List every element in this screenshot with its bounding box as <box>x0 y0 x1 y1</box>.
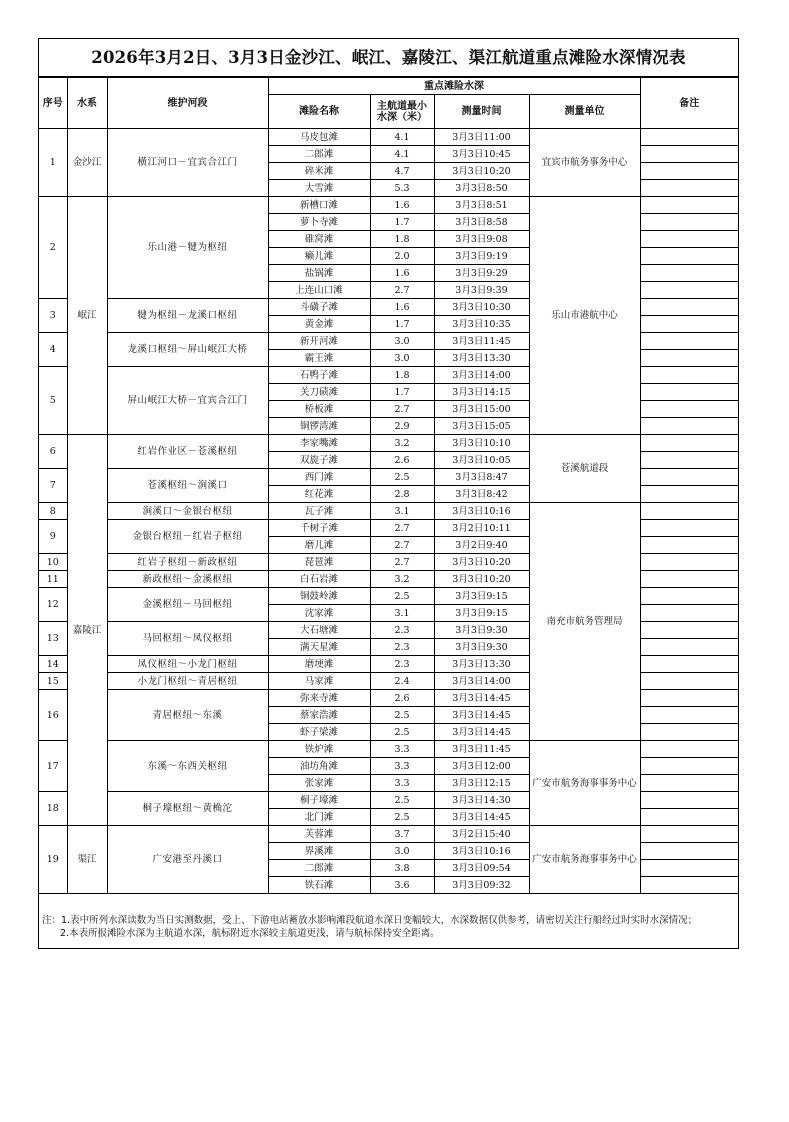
shoal-name-cell: 桐子壕滩 <box>268 792 370 809</box>
header-group: 重点滩险水深 <box>268 78 640 95</box>
remark-cell <box>640 554 738 571</box>
section-cell: 红岩作业区－苍溪枢纽 <box>107 435 268 469</box>
remark-cell <box>640 877 738 894</box>
depth-cell: 2.5 <box>370 469 434 486</box>
remark-cell <box>640 384 738 401</box>
depth-cell: 3.8 <box>370 860 434 877</box>
section-cell: 新政枢纽～金溪枢纽 <box>107 571 268 588</box>
time-cell: 3月3日9:15 <box>434 605 529 622</box>
time-cell: 3月3日11:45 <box>434 333 529 350</box>
remark-cell <box>640 588 738 605</box>
shoal-name-cell: 界溪滩 <box>268 843 370 860</box>
section-cell: 金溪枢纽－马回枢纽 <box>107 588 268 622</box>
depth-cell: 2.5 <box>370 588 434 605</box>
table-row <box>39 826 738 843</box>
shoal-name-cell: 碓窝滩 <box>268 231 370 248</box>
header-unit: 测量单位 <box>529 95 640 129</box>
table-body <box>39 129 738 894</box>
remark-cell <box>640 282 738 299</box>
depth-cell: 3.3 <box>370 775 434 792</box>
seq-cell: 7 <box>39 469 67 503</box>
time-cell: 3月3日9:30 <box>434 639 529 656</box>
shoal-name-cell: 弥来寺滩 <box>268 690 370 707</box>
depth-cell: 4.7 <box>370 163 434 180</box>
remark-cell <box>640 231 738 248</box>
shoal-name-cell: 李家嘴滩 <box>268 435 370 452</box>
table-row <box>39 741 738 758</box>
depth-cell: 2.3 <box>370 639 434 656</box>
shoal-name-cell: 铜锣湾滩 <box>268 418 370 435</box>
depth-cell: 3.0 <box>370 333 434 350</box>
section-cell: 广安港至丹溪口 <box>107 826 268 894</box>
time-cell: 3月3日12:00 <box>434 758 529 775</box>
unit-cell: 乐山市港航中心 <box>529 197 640 435</box>
seq-cell: 2 <box>39 197 67 299</box>
shoal-name-cell: 碎米滩 <box>268 163 370 180</box>
shoal-name-cell: 磨埂滩 <box>268 656 370 673</box>
depth-cell: 2.7 <box>370 537 434 554</box>
seq-cell: 12 <box>39 588 67 622</box>
shoal-name-cell: 二郎滩 <box>268 146 370 163</box>
time-cell: 3月3日10:35 <box>434 316 529 333</box>
depth-cell: 3.0 <box>370 350 434 367</box>
unit-cell: 广安市航务海事事务中心 <box>529 826 640 894</box>
time-cell: 3月3日9:08 <box>434 231 529 248</box>
table-row <box>39 129 738 146</box>
time-cell: 3月3日10:20 <box>434 554 529 571</box>
shoal-name-cell: 双旋子滩 <box>268 452 370 469</box>
depth-cell: 2.6 <box>370 452 434 469</box>
remark-cell <box>640 350 738 367</box>
remark-cell <box>640 775 738 792</box>
shoal-name-cell: 斗磺子滩 <box>268 299 370 316</box>
section-cell: 东溪～东西关枢纽 <box>107 741 268 792</box>
depth-cell: 3.7 <box>370 826 434 843</box>
seq-cell: 14 <box>39 656 67 673</box>
time-cell: 3月3日12:15 <box>434 775 529 792</box>
time-cell: 3月3日8:42 <box>434 486 529 503</box>
header-section: 维护河段 <box>107 78 268 129</box>
seq-cell: 15 <box>39 673 67 690</box>
time-cell: 3月3日11:00 <box>434 129 529 146</box>
shoal-name-cell: 沈家滩 <box>268 605 370 622</box>
remark-cell <box>640 180 738 197</box>
remark-cell <box>640 503 738 520</box>
section-cell: 乐山港－犍为枢纽 <box>107 197 268 299</box>
remark-cell <box>640 214 738 231</box>
remark-cell <box>640 809 738 826</box>
depth-cell: 1.7 <box>370 214 434 231</box>
notes <box>39 898 738 950</box>
time-cell: 3月3日15:05 <box>434 418 529 435</box>
time-cell: 3月3日9:39 <box>434 282 529 299</box>
depth-cell: 2.7 <box>370 520 434 537</box>
remark-cell <box>640 843 738 860</box>
remark-cell <box>640 656 738 673</box>
shoal-name-cell: 马家滩 <box>268 673 370 690</box>
depth-cell: 2.5 <box>370 792 434 809</box>
depth-cell: 1.6 <box>370 299 434 316</box>
time-cell: 3月3日14:00 <box>434 367 529 384</box>
remark-cell <box>640 520 738 537</box>
shoal-name-cell: 石鸭子滩 <box>268 367 370 384</box>
remark-cell <box>640 486 738 503</box>
shoal-name-cell: 关刀碛滩 <box>268 384 370 401</box>
seq-cell: 6 <box>39 435 67 469</box>
remark-cell <box>640 860 738 877</box>
water-system-cell: 嘉陵江 <box>67 435 107 826</box>
section-cell: 苍溪枢纽～涧溪口 <box>107 469 268 503</box>
time-cell: 3月3日8:51 <box>434 197 529 214</box>
section-cell: 横江河口－宜宾合江门 <box>107 129 268 197</box>
time-cell: 3月3日10:16 <box>434 503 529 520</box>
remark-cell <box>640 758 738 775</box>
seq-cell: 13 <box>39 622 67 656</box>
depth-cell: 2.7 <box>370 282 434 299</box>
shoal-name-cell: 白石岩滩 <box>268 571 370 588</box>
remark-cell <box>640 316 738 333</box>
depth-cell: 2.0 <box>370 248 434 265</box>
remark-cell <box>640 452 738 469</box>
remark-cell <box>640 741 738 758</box>
header-shoal: 滩险名称 <box>268 95 370 129</box>
shoal-name-cell: 癞儿滩 <box>268 248 370 265</box>
remark-cell <box>640 673 738 690</box>
depth-cell: 1.7 <box>370 384 434 401</box>
depth-cell: 3.6 <box>370 877 434 894</box>
shoal-name-cell: 芙蓉滩 <box>268 826 370 843</box>
depth-cell: 2.5 <box>370 724 434 741</box>
depth-cell: 1.6 <box>370 265 434 282</box>
page-title: 2026年3月2日、3月3日金沙江、岷江、嘉陵江、渠江航道重点滩险水深情况表 <box>39 39 738 77</box>
shoal-name-cell: 新槽口滩 <box>268 197 370 214</box>
section-cell: 凤仪枢纽～小龙门枢纽 <box>107 656 268 673</box>
shoal-name-cell: 霸王滩 <box>268 350 370 367</box>
depth-cell: 3.0 <box>370 843 434 860</box>
time-cell: 3月3日10:20 <box>434 571 529 588</box>
shoal-name-cell: 琵琶滩 <box>268 554 370 571</box>
remark-cell <box>640 469 738 486</box>
header-depth: 主航道最小水深（米） <box>370 95 434 129</box>
shoal-name-cell: 马皮包滩 <box>268 129 370 146</box>
depth-cell: 3.2 <box>370 571 434 588</box>
shoal-name-cell: 磨儿滩 <box>268 537 370 554</box>
section-cell: 桐子壕枢纽～黄桷沱 <box>107 792 268 826</box>
remark-cell <box>640 537 738 554</box>
seq-cell: 9 <box>39 520 67 554</box>
remark-cell <box>640 826 738 843</box>
shoal-name-cell: 北门滩 <box>268 809 370 826</box>
time-cell: 3月3日10:16 <box>434 843 529 860</box>
time-cell: 3月3日9:15 <box>434 588 529 605</box>
section-cell: 小龙门枢纽～青居枢纽 <box>107 673 268 690</box>
time-cell: 3月3日14:45 <box>434 707 529 724</box>
shoal-name-cell: 新开河滩 <box>268 333 370 350</box>
section-cell: 龙溪口枢纽～屏山岷江大桥 <box>107 333 268 367</box>
unit-cell: 南充市航务管理局 <box>529 503 640 741</box>
seq-cell: 4 <box>39 333 67 367</box>
remark-cell <box>640 299 738 316</box>
shoal-name-cell: 盐锅滩 <box>268 265 370 282</box>
water-depth-sheet <box>38 38 739 949</box>
remark-cell <box>640 622 738 639</box>
depth-cell: 2.9 <box>370 418 434 435</box>
seq-cell: 16 <box>39 690 67 741</box>
depth-table <box>39 77 738 894</box>
time-cell: 3月3日10:10 <box>434 435 529 452</box>
shoal-name-cell: 瓦子滩 <box>268 503 370 520</box>
remark-cell <box>640 129 738 146</box>
depth-cell: 3.1 <box>370 503 434 520</box>
time-cell: 3月3日09:54 <box>434 860 529 877</box>
section-cell: 犍为枢纽－龙溪口枢纽 <box>107 299 268 333</box>
remark-cell <box>640 265 738 282</box>
remark-cell <box>640 639 738 656</box>
section-cell: 马回枢纽～凤仪枢纽 <box>107 622 268 656</box>
remark-cell <box>640 163 738 180</box>
depth-cell: 3.3 <box>370 758 434 775</box>
remark-cell <box>640 418 738 435</box>
depth-cell: 1.7 <box>370 316 434 333</box>
time-cell: 3月3日14:45 <box>434 724 529 741</box>
shoal-name-cell: 黄金滩 <box>268 316 370 333</box>
section-cell: 金银台枢纽－红岩子枢纽 <box>107 520 268 554</box>
time-cell: 3月3日15:00 <box>434 401 529 418</box>
shoal-name-cell: 铁炉滩 <box>268 741 370 758</box>
seq-cell: 17 <box>39 741 67 792</box>
time-cell: 3月3日13:30 <box>434 350 529 367</box>
table-row <box>39 503 738 520</box>
shoal-name-cell: 大雪滩 <box>268 180 370 197</box>
depth-cell: 2.6 <box>370 690 434 707</box>
seq-cell: 5 <box>39 367 67 435</box>
shoal-name-cell: 铜鼓岭滩 <box>268 588 370 605</box>
unit-cell: 广安市航务海事事务中心 <box>529 741 640 826</box>
remark-cell <box>640 724 738 741</box>
section-cell: 屏山岷江大桥－宜宾合江门 <box>107 367 268 435</box>
time-cell: 3月3日14:15 <box>434 384 529 401</box>
depth-cell: 2.7 <box>370 401 434 418</box>
remark-cell <box>640 605 738 622</box>
remark-cell <box>640 401 738 418</box>
time-cell: 3月3日14:45 <box>434 690 529 707</box>
time-cell: 3月3日14:45 <box>434 809 529 826</box>
shoal-name-cell: 萝卜寺滩 <box>268 214 370 231</box>
note-2: 2.本表所报滩险水深为主航道水深，航标附近水深较主航道更浅，请与航标保持安全距离。 <box>60 928 440 939</box>
remark-cell <box>640 707 738 724</box>
seq-cell: 11 <box>39 571 67 588</box>
depth-cell: 3.1 <box>370 605 434 622</box>
depth-cell: 1.8 <box>370 231 434 248</box>
remark-cell <box>640 792 738 809</box>
water-system-cell: 岷江 <box>67 197 107 435</box>
depth-cell: 1.6 <box>370 197 434 214</box>
time-cell: 3月3日13:30 <box>434 656 529 673</box>
depth-cell: 2.3 <box>370 656 434 673</box>
shoal-name-cell: 虾子梁滩 <box>268 724 370 741</box>
depth-cell: 2.7 <box>370 554 434 571</box>
shoal-name-cell: 红花滩 <box>268 486 370 503</box>
time-cell: 3月3日11:45 <box>434 741 529 758</box>
shoal-name-cell: 张家滩 <box>268 775 370 792</box>
shoal-name-cell: 上连山口滩 <box>268 282 370 299</box>
section-cell: 红岩子枢纽－新政枢纽 <box>107 554 268 571</box>
depth-cell: 2.3 <box>370 622 434 639</box>
remark-cell <box>640 248 738 265</box>
time-cell: 3月3日8:50 <box>434 180 529 197</box>
shoal-name-cell: 蔡家浩滩 <box>268 707 370 724</box>
shoal-name-cell: 油坊角滩 <box>268 758 370 775</box>
water-system-cell: 金沙江 <box>67 129 107 197</box>
seq-cell: 3 <box>39 299 67 333</box>
header-time: 测量时间 <box>434 95 529 129</box>
note-1: 注：1.表中所列水深读数为当日实测数据，受上、下游电站蓄放水影响滩段航道水深日变幅较大，水深数据仅供参考，请密切关注行船经过时实时水深情况； <box>42 915 698 926</box>
time-cell: 3月3日8:47 <box>434 469 529 486</box>
time-cell: 3月3日14:00 <box>434 673 529 690</box>
remark-cell <box>640 333 738 350</box>
unit-cell: 宜宾市航务事务中心 <box>529 129 640 197</box>
remark-cell <box>640 197 738 214</box>
table-row <box>39 435 738 452</box>
depth-cell: 4.1 <box>370 129 434 146</box>
section-cell: 涧溪口～金银台枢纽 <box>107 503 268 520</box>
section-cell: 青居枢纽～东溪 <box>107 690 268 741</box>
remark-cell <box>640 690 738 707</box>
shoal-name-cell: 千树子滩 <box>268 520 370 537</box>
seq-cell: 19 <box>39 826 67 894</box>
shoal-name-cell: 满天星滩 <box>268 639 370 656</box>
shoal-name-cell: 西门滩 <box>268 469 370 486</box>
depth-cell: 3.2 <box>370 435 434 452</box>
depth-cell: 4.1 <box>370 146 434 163</box>
seq-cell: 1 <box>39 129 67 197</box>
depth-cell: 5.3 <box>370 180 434 197</box>
time-cell: 3月2日10:11 <box>434 520 529 537</box>
time-cell: 3月3日9:19 <box>434 248 529 265</box>
table-row <box>39 197 738 214</box>
time-cell: 3月3日9:29 <box>434 265 529 282</box>
time-cell: 3月3日09:32 <box>434 877 529 894</box>
header-seq: 序号 <box>39 78 67 129</box>
shoal-name-cell: 大石塘滩 <box>268 622 370 639</box>
remark-cell <box>640 435 738 452</box>
depth-cell: 3.3 <box>370 741 434 758</box>
time-cell: 3月2日9:40 <box>434 537 529 554</box>
depth-cell: 2.5 <box>370 809 434 826</box>
seq-cell: 18 <box>39 792 67 826</box>
header-remark: 备注 <box>640 78 738 129</box>
remark-cell <box>640 571 738 588</box>
depth-cell: 2.5 <box>370 707 434 724</box>
depth-cell: 1.8 <box>370 367 434 384</box>
time-cell: 3月3日10:30 <box>434 299 529 316</box>
depth-cell: 2.4 <box>370 673 434 690</box>
time-cell: 3月3日10:05 <box>434 452 529 469</box>
depth-cell: 2.8 <box>370 486 434 503</box>
header-water-system: 水系 <box>67 78 107 129</box>
time-cell: 3月3日9:30 <box>434 622 529 639</box>
shoal-name-cell: 二郎滩 <box>268 860 370 877</box>
time-cell: 3月3日8:58 <box>434 214 529 231</box>
unit-cell: 苍溪航道段 <box>529 435 640 503</box>
time-cell: 3月3日10:45 <box>434 146 529 163</box>
remark-cell <box>640 367 738 384</box>
time-cell: 3月3日14:30 <box>434 792 529 809</box>
seq-cell: 8 <box>39 503 67 520</box>
time-cell: 3月3日10:20 <box>434 163 529 180</box>
shoal-name-cell: 铁石滩 <box>268 877 370 894</box>
seq-cell: 10 <box>39 554 67 571</box>
shoal-name-cell: 桥板滩 <box>268 401 370 418</box>
remark-cell <box>640 146 738 163</box>
time-cell: 3月2日15:40 <box>434 826 529 843</box>
water-system-cell: 渠江 <box>67 826 107 894</box>
